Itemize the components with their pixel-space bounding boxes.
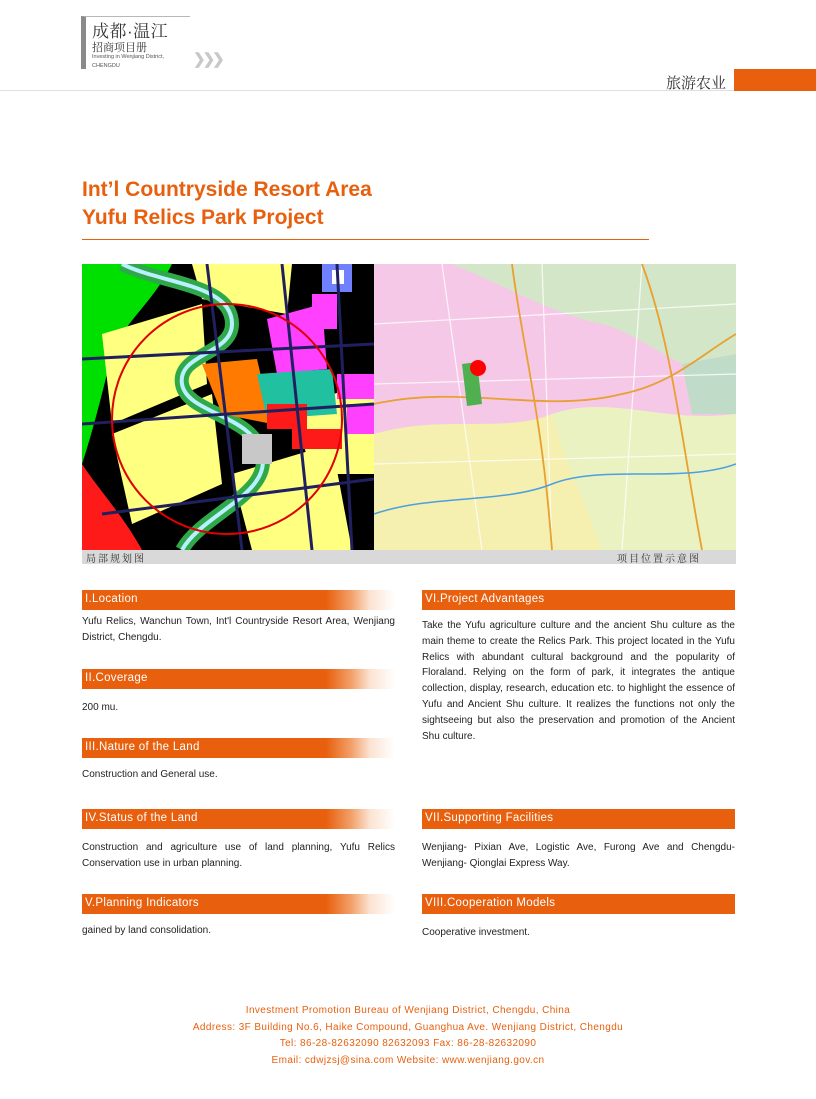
chevron-right-icon: ❯❯❯ xyxy=(193,51,222,68)
location-map-image xyxy=(374,264,736,550)
logo-subtitle: 招商项目册 xyxy=(92,42,147,54)
location-heading-text: I.Location xyxy=(85,593,138,605)
status-text: Construction and agriculture use of land planning, Yufu Relics Conservation use in urban planning. xyxy=(82,842,395,869)
coverage-text: 200 mu. xyxy=(82,702,119,713)
nature-heading xyxy=(82,738,395,758)
coverage-heading xyxy=(82,669,395,689)
title-rule xyxy=(82,239,649,240)
indicators-heading xyxy=(82,894,395,914)
status-heading-text: IV.Status of the Land xyxy=(85,812,198,824)
advantages-heading xyxy=(422,590,735,610)
cooperation-heading-text: VIII.Cooperation Models xyxy=(425,897,556,909)
logo-english xyxy=(92,53,187,71)
project-title-line2: Yufu Relics Park Project xyxy=(82,206,324,229)
section-tab xyxy=(734,69,816,91)
project-title-line1: Int’l Countryside Resort Area xyxy=(82,178,372,201)
planning-map-image xyxy=(82,264,374,550)
footer xyxy=(0,1003,816,1069)
logo-title: 成都·温江 xyxy=(92,22,169,41)
facilities-heading xyxy=(422,809,735,829)
section-label: 旅游农业 xyxy=(666,75,727,92)
footer-phone: Tel: 86-28-82632090 82632093 Fax: 86-28-82632090 xyxy=(279,1038,537,1049)
footer-contact: Email: cdwjzsj@sina.com Website: www.wenjiang.gov.cn xyxy=(271,1054,545,1066)
nature-heading-text: III.Nature of the Land xyxy=(85,741,200,753)
indicators-text: gained by land consolidation. xyxy=(82,925,211,936)
left-image-caption: 局部规划图 xyxy=(86,554,146,565)
project-images xyxy=(82,264,736,550)
indicators-heading-text: V.Planning Indicators xyxy=(85,897,199,909)
project-title xyxy=(82,176,372,232)
cooperation-heading xyxy=(422,894,735,914)
logo-english-line1: Investing in Wenjiang District, xyxy=(92,54,165,60)
footer-address: Address: 3F Building No.6, Haike Compound, Guanghua Ave. Wenjiang District, Chengdu xyxy=(192,1021,624,1033)
advantages-heading-text: VI.Project Advantages xyxy=(425,593,545,605)
facilities-heading-text: VII.Supporting Facilities xyxy=(425,812,554,824)
facilities-text: Wenjiang- Pixian Ave, Logistic Ave, Furong Ave and Chengdu-Wenjiang- Qionglai Express Way. xyxy=(422,842,735,869)
nature-text: Construction and General use. xyxy=(82,769,218,780)
footer-bureau: Investment Promotion Bureau of Wenjiang District, Chengdu, China xyxy=(245,1005,571,1016)
coverage-heading-text: II.Coverage xyxy=(85,672,148,684)
advantages-text: Take the Yufu agriculture culture and the ancient Shu culture as the main theme to create the Relics Park. This project located in the Yufu Relics with abundant cultural background and the popularity of Floraland. Relying on the form of park, it integrates the antique collection, display, research, education etc. to highlight the essence of Yufu and Ancient Shu culture. It realizes the functions not only the sightseeing but also the preservation and promotion of the Ancient Shu culture. xyxy=(422,620,735,742)
images-svg xyxy=(82,264,736,550)
right-image-caption: 项目位置示意图 xyxy=(617,554,701,565)
location-text: Yufu Relics, Wanchun Town, Int'l Countryside Resort Area, Wenjiang District, Chengdu. xyxy=(82,616,395,643)
location-heading xyxy=(82,590,395,610)
logo-english-line2: CHENGDU xyxy=(92,63,120,69)
status-heading xyxy=(82,809,395,829)
cooperation-text: Cooperative investment. xyxy=(422,927,530,938)
